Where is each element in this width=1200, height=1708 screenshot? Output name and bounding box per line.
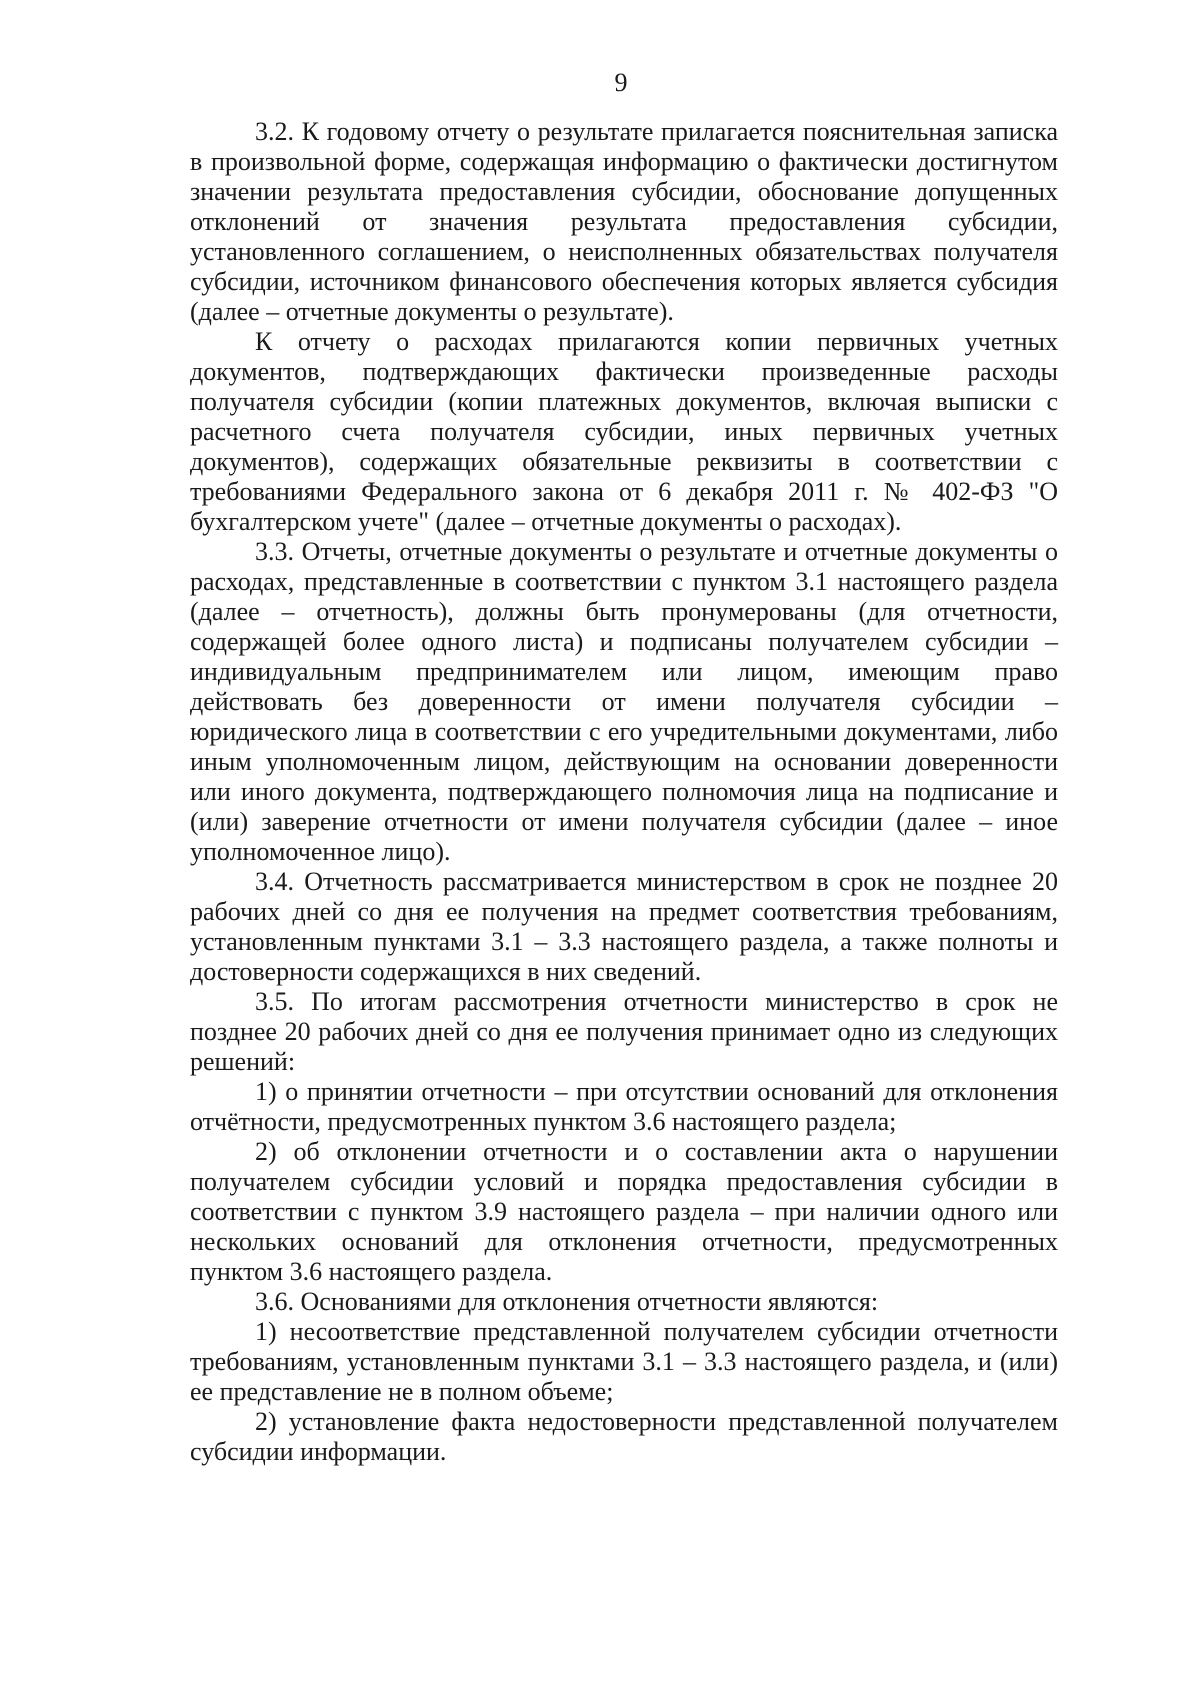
- text-line: 2) установление факта недостоверности представленной получателем: [255, 1407, 1058, 1436]
- text-line: бухгалтерском учете" (далее – отчетные документы о расходах).: [190, 507, 902, 536]
- text-line: позднее 20 рабочих дней со дня ее получения принимает одно из следующих: [190, 1017, 1058, 1046]
- text-line: содержащей более одного листа) и подписаны получателем субсидии –: [190, 627, 1058, 656]
- paragraph-3-6: [190, 1287, 1058, 1317]
- text-line: получателя субсидии (копии платежных документов, включая выписки с: [190, 387, 1058, 416]
- text-line: требованиям, установленным пунктами 3.1 – 3.3 настоящего раздела, и (или): [190, 1347, 1058, 1376]
- text-line: уполномоченное лицо).: [190, 837, 451, 866]
- text-line: отклонений от значения результата предоставления субсидии,: [190, 207, 1058, 236]
- list-item-3-5-1: [190, 1077, 1058, 1137]
- text-line: расходах, представленные в соответствии с пунктом 3.1 настоящего раздела: [190, 567, 1058, 596]
- text-line: 3.6. Основаниями для отклонения отчетности являются:: [255, 1287, 879, 1316]
- text-line: нескольких оснований для отклонения отчетности, предусмотренных: [190, 1227, 1058, 1256]
- paragraph-3-4: [190, 867, 1058, 987]
- text-line: 3.5. По итогам рассмотрения отчетности министерство в срок не: [255, 987, 1058, 1016]
- text-line: действовать без доверенности от имени получателя субсидии –: [190, 687, 1058, 716]
- text-line: 1) несоответствие представленной получателем субсидии отчетности: [255, 1317, 1058, 1346]
- text-line: получателем субсидии условий и порядка предоставления субсидии в: [190, 1167, 1058, 1196]
- text-line: ее представление не в полном объеме;: [190, 1377, 614, 1406]
- text-line: достоверности содержащихся в них сведений.: [190, 957, 702, 986]
- paragraph-3-3: [190, 537, 1058, 867]
- text-line: решений:: [190, 1047, 296, 1076]
- text-line: 3.4. Отчетность рассматривается министерством в срок не позднее 20: [255, 867, 1058, 896]
- text-line: индивидуальным предпринимателем или лицом, имеющим право: [190, 657, 1058, 686]
- text-line: установленного соглашением, о неисполненных обязательствах получателя: [190, 237, 1058, 266]
- text-line: юридического лица в соответствии с его учредительными документами, либо: [190, 717, 1058, 746]
- text-line: в произвольной форме, содержащая информацию о фактически достигнутом: [190, 147, 1058, 176]
- text-line: 3.2. К годовому отчету о результате прилагается пояснительная записка: [255, 117, 1058, 146]
- text-line: документов, подтверждающих фактически произведенные расходы: [190, 357, 1058, 386]
- text-line: расчетного счета получателя субсидии, иных первичных учетных: [190, 417, 1058, 446]
- text-line: требованиями Федерального закона от 6 декабря 2011 г. № 402-ФЗ "О: [190, 477, 1058, 506]
- list-item-3-6-2: [190, 1407, 1058, 1467]
- page-number: 9: [614, 68, 628, 97]
- list-item-3-5-2: [190, 1137, 1058, 1287]
- text-line: документов), содержащих обязательные реквизиты в соответствии с: [190, 447, 1058, 476]
- text-line: 3.3. Отчеты, отчетные документы о результате и отчетные документы о: [255, 537, 1058, 566]
- text-line: пунктом 3.6 настоящего раздела.: [190, 1257, 553, 1286]
- text-line: значении результата предоставления субсидии, обоснование допущенных: [190, 177, 1058, 206]
- paragraph-expense-documents: [190, 327, 1058, 537]
- text-line: рабочих дней со дня ее получения на предмет соответствия требованиям,: [190, 897, 1058, 926]
- list-item-3-6-1: [190, 1317, 1058, 1407]
- text-line: соответствии с пунктом 3.9 настоящего раздела – при наличии одного или: [190, 1197, 1058, 1226]
- text-line: субсидии информации.: [190, 1437, 447, 1466]
- text-line: К отчету о расходах прилагаются копии первичных учетных: [255, 327, 1058, 356]
- text-line: (далее – отчетные документы о результате).: [190, 297, 674, 326]
- text-line: 1) о принятии отчетности – при отсутствии оснований для отклонения: [255, 1077, 1058, 1106]
- text-line: установленным пунктами 3.1 – 3.3 настоящего раздела, а также полноты и: [190, 927, 1058, 956]
- text-line: отчётности, предусмотренных пунктом 3.6 настоящего раздела;: [190, 1107, 897, 1136]
- text-line: или иного документа, подтверждающего полномочия лица на подписание и: [190, 777, 1058, 806]
- document-body: [190, 117, 1058, 1467]
- text-line: иным уполномоченным лицом, действующим на основании доверенности: [190, 747, 1058, 776]
- text-line: (или) заверение отчетности от имени получателя субсидии (далее – иное: [190, 807, 1058, 836]
- text-line: (далее – отчетность), должны быть пронумерованы (для отчетности,: [190, 597, 1058, 626]
- text-line: 2) об отклонении отчетности и о составлении акта о нарушении: [255, 1137, 1058, 1166]
- paragraph-3-2: [190, 117, 1058, 327]
- text-line: субсидии, источником финансового обеспечения которых является субсидия: [190, 267, 1058, 296]
- paragraph-3-5: [190, 987, 1058, 1077]
